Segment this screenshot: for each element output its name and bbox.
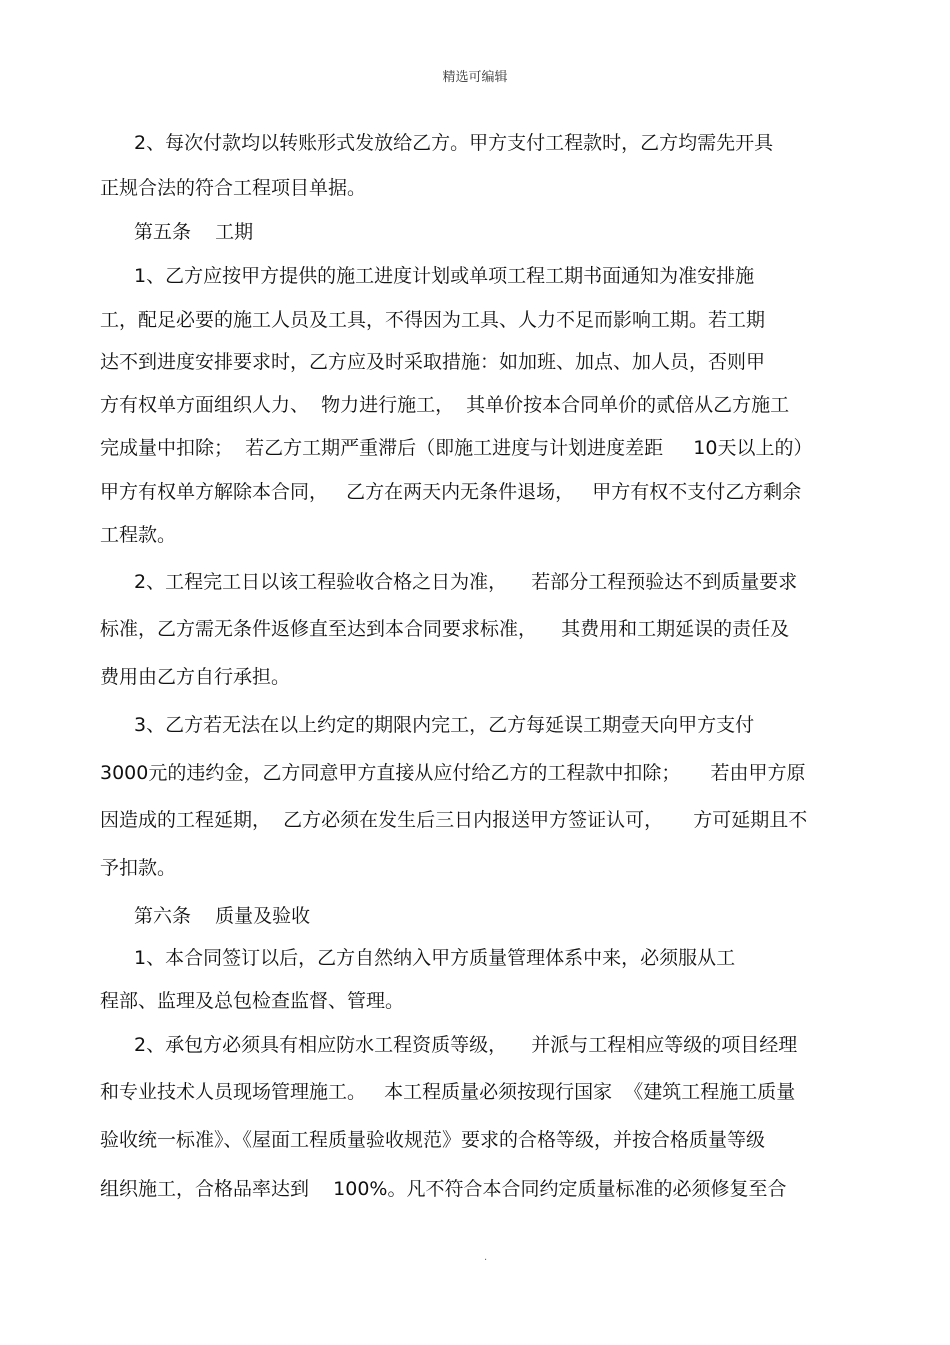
text-line: 和专业技术人员现场管理施工。 本工程质量必须按现行国家 《建筑工程施工质量 — [100, 1081, 796, 1103]
text-line: 完成量中扣除； 若乙方工期严重滞后（即施工进度与计划进度差距 10天以上的） — [100, 437, 813, 459]
text-line: 1、乙方应按甲方提供的施工进度计划或单项工程工期书面通知为准安排施 — [134, 265, 755, 287]
text-line: 达不到进度安排要求时，乙方应及时采取措施：如加班、加点、加人员，否则甲 — [100, 351, 766, 373]
text-line: 3、乙方若无法在以上约定的期限内完工，乙方每延误工期壹天向甲方支付 — [134, 714, 755, 736]
page-header: 精选可编辑 — [442, 70, 508, 85]
text-line: 验收统一标准》、《屋面工程质量验收规范》要求的合格等级，并按合格质量等级 — [100, 1129, 766, 1151]
text-line: 2、承包方必须具有相应防水工程资质等级， 并派与工程相应等级的项目经理 — [134, 1034, 798, 1056]
text-line: 1、本合同签订以后，乙方自然纳入甲方质量管理体系中来，必须服从工 — [134, 947, 736, 969]
text-line: 标准，乙方需无条件返修直至达到本合同要求标准， 其费用和工期延误的责任及 — [100, 618, 790, 640]
text-line: 2、工程完工日以该工程验收合格之日为准， 若部分工程预验达不到质量要求 — [134, 571, 798, 593]
text-line: 予扣款。 — [100, 857, 177, 879]
text-line: 3000元的违约金，乙方同意甲方直接从应付给乙方的工程款中扣除； 若由甲方原 — [100, 762, 806, 784]
text-line: 组织施工，合格品率达到 100%。凡不符合本合同约定质量标准的必须修复至合 — [100, 1178, 787, 1200]
text-line: 工程款。 — [100, 524, 177, 546]
text-line: 甲方有权单方解除本合同， 乙方在两天内无条件退场， 甲方有权不支付乙方剩余 — [100, 481, 802, 503]
text-line: 工，配足必要的施工人员及工具，不得因为工具、人力不足而影响工期。若工期 — [100, 309, 766, 331]
text-line: 2、每次付款均以转账形式发放给乙方。甲方支付工程款时，乙方均需先开具 — [134, 132, 774, 154]
section-heading: 第六条 质量及验收 — [134, 905, 311, 927]
text-line: 费用由乙方自行承担。 — [100, 666, 291, 688]
text-line: 方有权单方面组织人力、 物力进行施工， 其单价按本合同单价的贰倍从乙方施工 — [100, 394, 790, 416]
text-line: 程部、监理及总包检查监督、管理。 — [100, 990, 405, 1012]
text-line: 因造成的工程延期， 乙方必须在发生后三日内报送甲方签证认可， 方可延期且不 — [100, 809, 808, 831]
section-heading: 第五条 工期 — [134, 221, 254, 243]
text-line: 正规合法的符合工程项目单据。 — [100, 177, 367, 199]
footer-mark: . — [484, 1252, 488, 1263]
